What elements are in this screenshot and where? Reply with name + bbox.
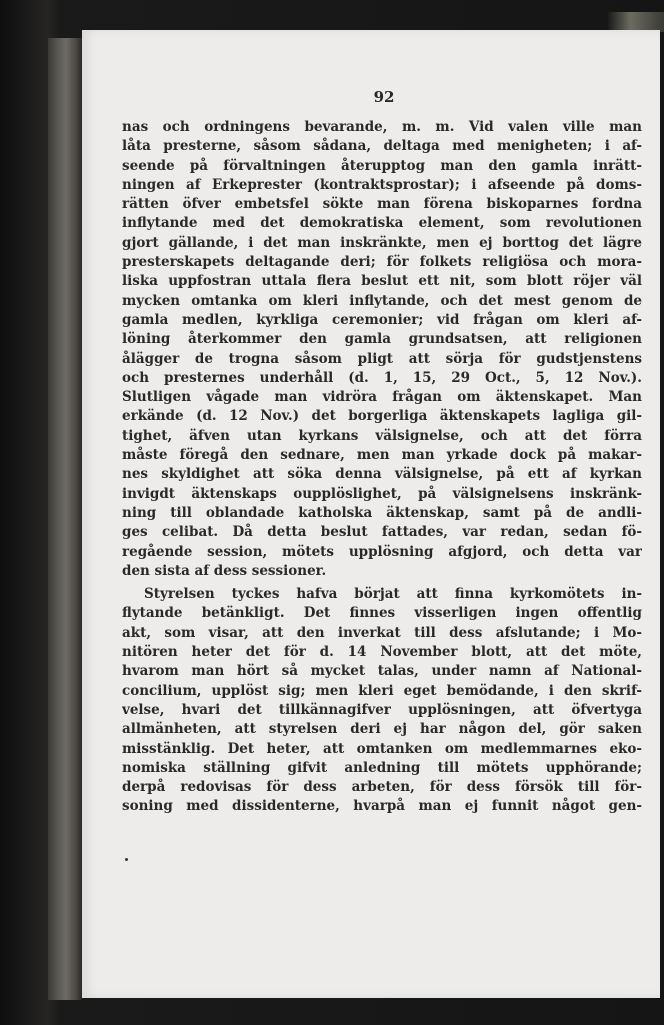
- body-text: [122, 118, 642, 817]
- text-line: nas och ordningens bevarande, m. m. Vid valen ville man: [122, 119, 642, 135]
- text-line: liska uppfostran uttala flera beslut ett nit, som blott röjer väl: [122, 273, 642, 290]
- text-line: rätten öfver embetsfel sökte man förena biskoparnes fordna: [122, 196, 642, 213]
- text-line: måste föregå den sednare, men man yrkade dock på makar-: [122, 447, 642, 464]
- text-line: ges celibat. Då detta beslut fattades, var redan, sedan fö-: [122, 524, 642, 541]
- text-line: invigdt äktenskaps oupplöslighet, på välsignelsens inskränk-: [122, 485, 642, 502]
- paragraph-1: [122, 118, 642, 581]
- page-number: 92: [373, 88, 395, 106]
- text-line: concilium, upplöst sig; men kleri eget bemödande, i den skrif-: [122, 682, 642, 699]
- text-line: soning med dissidenterne, hvarpå man ej funnit något gen-: [122, 798, 642, 815]
- text-line: nes skyldighet att söka denna välsignelse, på ett af kyrkan: [122, 466, 642, 483]
- text-line: presterskapets deltagande deri; för folkets religiösa och mora-: [122, 254, 642, 271]
- text-line: ningen af Erkeprester (kontraktsprostar); i afseende på doms-: [122, 176, 642, 193]
- text-line: regående session, mötets upplösning afgjord, och detta var: [122, 543, 642, 560]
- text-line: velse, hvari det tillkännagifver upplösningen, att öfvertyga: [122, 701, 642, 718]
- book-binding-edge: [48, 38, 82, 1000]
- text-line: löning återkommer den gamla grundsatsen, att religionen: [122, 331, 642, 348]
- paragraph-2: [122, 585, 642, 817]
- text-line: nomiska ställning gifvit anledning till mötets upphörande;: [122, 759, 642, 776]
- text-line: Styrelsen tyckes hafva börjat att finna kyrkomötets in-: [144, 586, 642, 603]
- text-line: flytande betänkligt. Det finnes visserligen ingen offentlig: [122, 605, 642, 622]
- text-line: nitören heter det för d. 14 November blott, att det möte,: [122, 644, 642, 661]
- text-line: ålägger de trogna såsom pligt att sörja för gudstjenstens: [122, 350, 642, 367]
- text-line: inflytande med det demokratiska element, som revolutionen: [122, 215, 642, 232]
- text-line: ning till oblandade katholska äktenskap, samt på de andli-: [122, 504, 642, 521]
- text-line: seende på förvaltningen återupptog man den gamla inrätt-: [122, 157, 642, 174]
- ink-speck: [125, 858, 128, 861]
- text-line: Slutligen vågade man vidröra frågan om äktenskapet. Man: [122, 389, 642, 406]
- text-line: gjort gällande, i det man inskränkte, men ej borttog det lägre: [122, 234, 642, 251]
- text-line: hvarom man hört så mycket talas, under namn af National-: [122, 663, 642, 680]
- text-line: tighet, äfven utan kyrkans välsignelse, och att det förra: [122, 427, 642, 444]
- scan-edge-artifact: [608, 12, 664, 32]
- text-line: gamla medlen, kyrkliga ceremonier; vid frågan om kleri af-: [122, 311, 642, 328]
- text-line: allmänheten, att styrelsen deri ej har någon del, gör saken: [122, 721, 642, 738]
- text-line: den sista af dess sessioner.: [122, 562, 327, 579]
- text-line: och presternes underhåll (d. 1, 15, 29 Oct., 5, 12 Nov.).: [122, 369, 642, 386]
- text-line: misstänklig. Det heter, att omtanken om medlemmarnes eko-: [122, 740, 642, 757]
- text-line: akt, som visar, att den inverkat till dess afslutande; i Mo-: [122, 624, 642, 641]
- text-line: låta presterne, såsom sådana, deltaga med menigheten; i af-: [122, 138, 642, 155]
- text-line: mycken omtanka om kleri inflytande, och det mest genom de: [122, 292, 642, 309]
- text-line: derpå redovisas för dess arbeten, för dess försök till för-: [122, 779, 642, 796]
- text-line: erkände (d. 12 Nov.) det borgerliga äktenskapets lagliga gil-: [122, 408, 642, 425]
